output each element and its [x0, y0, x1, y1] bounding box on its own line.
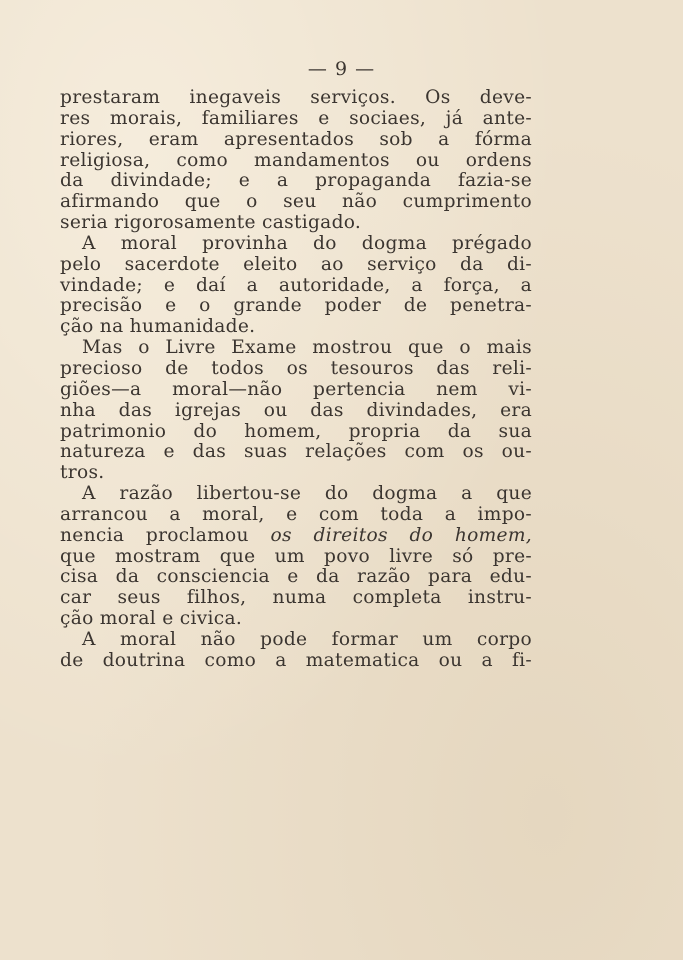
page-number: — 9 — [307, 58, 376, 80]
text-line: car seus filhos, numa completa instru- [60, 587, 532, 609]
text-line: prestaram inegaveis serviços. Os deve- [60, 87, 532, 108]
text-line [60, 526, 532, 547]
text-line: precioso de todos os tesouros das reli- [60, 357, 532, 379]
text-segment: nencia proclamou [60, 524, 249, 546]
emphasis-text: os direitos do homem, [270, 524, 533, 546]
text-line: giões—a moral—não pertencia nem vi- [60, 378, 532, 400]
body-text [60, 88, 532, 672]
text-line: seria rigorosamente castigado. [60, 212, 362, 234]
text-line: A moral não pode formar um corpo [82, 628, 532, 650]
text-line: res morais, familiares e sociaes, já ante- [60, 107, 532, 129]
text-line: de doutrina como a matematica ou a fi- [60, 649, 532, 671]
text-line: pelo sacerdote eleito ao serviço da di- [60, 253, 532, 275]
text-line: tros. [60, 462, 105, 484]
text-line: religiosa, como mandamentos ou ordens [60, 149, 532, 171]
text-line: natureza e das suas relações com os ou- [60, 441, 532, 463]
text-line: precisão e o grande poder de penetra- [60, 295, 532, 317]
text-line: da divindade; e a propaganda fazia-se [60, 170, 532, 192]
text-line: afirmando que o seu não cumprimento [60, 191, 532, 213]
text-line: riores, eram apresentados sob a fórma [60, 128, 532, 150]
text-line: patrimonio do homem, propria da sua [60, 420, 532, 442]
text-line: Mas o Livre Exame mostrou que o mais [82, 337, 532, 359]
text-line: ção na humanidade. [60, 316, 256, 338]
text-line: vindade; e daí a autoridade, a força, a [60, 274, 532, 296]
text-line: nha das igrejas ou das divindades, era [60, 399, 532, 421]
text-line: A moral provinha do dogma prégado [82, 232, 532, 254]
text-line: cisa da consciencia e da razão para edu- [60, 566, 532, 588]
text-line: ção moral e civica. [60, 608, 243, 630]
text-line: arrancou a moral, e com toda a impo- [60, 503, 532, 525]
text-line: que mostram que um povo livre só pre- [60, 545, 532, 567]
text-line: A razão libertou-se do dogma a que [82, 483, 532, 505]
